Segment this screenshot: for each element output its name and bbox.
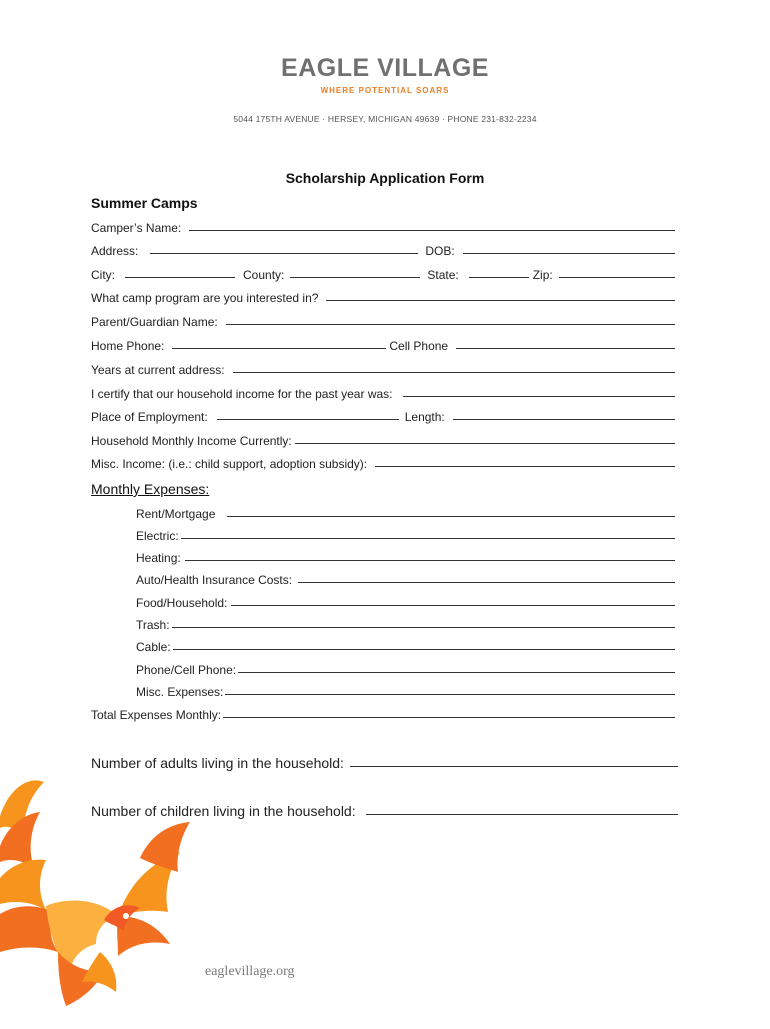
- city-label: City:: [91, 268, 115, 282]
- insurance-field[interactable]: [298, 581, 675, 583]
- footer-url[interactable]: eaglevillage.org: [205, 964, 295, 979]
- employment-row: [91, 410, 675, 424]
- income-certify-label: I certify that our household income for the past year was:: [91, 387, 393, 401]
- address-field[interactable]: [150, 252, 418, 254]
- length-field[interactable]: [453, 418, 675, 420]
- adults-label: Number of adults living in the household:: [91, 755, 344, 771]
- phone-expense-row: [136, 663, 675, 677]
- trash-field[interactable]: [172, 626, 675, 628]
- food-field[interactable]: [231, 604, 675, 606]
- state-label: State:: [427, 268, 459, 282]
- monthly-income-field[interactable]: [295, 442, 675, 444]
- adults-field[interactable]: [350, 765, 678, 767]
- section-title: Summer Camps: [91, 195, 198, 211]
- rent-label: Rent/Mortgage: [136, 507, 216, 521]
- county-field[interactable]: [290, 276, 420, 278]
- guardian-field[interactable]: [226, 323, 675, 325]
- trash-label: Trash:: [136, 618, 170, 632]
- electric-label: Electric:: [136, 529, 179, 543]
- misc-expense-label: Misc. Expenses:: [136, 685, 224, 699]
- income-certify-field[interactable]: [403, 395, 676, 397]
- years-address-label: Years at current address:: [91, 363, 225, 377]
- dob-label: DOB:: [425, 244, 455, 258]
- zip-label: Zip:: [532, 268, 553, 282]
- home-phone-label: Home Phone:: [91, 339, 165, 353]
- cell-phone-field[interactable]: [456, 347, 675, 349]
- misc-expense-row: [136, 685, 675, 699]
- cell-phone-label: Cell Phone: [389, 339, 449, 353]
- food-row: [136, 596, 675, 610]
- children-field[interactable]: [366, 813, 678, 815]
- electric-row: [136, 529, 675, 543]
- employment-label: Place of Employment:: [91, 410, 208, 424]
- form-title: Scholarship Application Form: [285, 170, 485, 186]
- years-address-row: [91, 363, 675, 377]
- trash-row: [136, 618, 675, 632]
- brand-logo-text: EAGLE VILLAGE: [281, 54, 489, 82]
- monthly-expenses-title: Monthly Expenses:: [91, 481, 210, 497]
- rent-field[interactable]: [227, 515, 675, 517]
- cable-row: [136, 640, 675, 654]
- rent-row: [136, 507, 675, 521]
- zip-field[interactable]: [559, 276, 675, 278]
- insurance-label: Auto/Health Insurance Costs:: [136, 573, 293, 587]
- dob-field[interactable]: [463, 252, 675, 254]
- camp-program-field[interactable]: [326, 299, 675, 301]
- misc-income-label: Misc. Income: (i.e.: child support, adoption subsidy):: [91, 457, 368, 471]
- campers-name-row: [91, 221, 675, 235]
- camp-program-label: What camp program are you interested in?: [91, 291, 319, 305]
- misc-income-row: [91, 457, 675, 471]
- total-expenses-label: Total Expenses Monthly:: [91, 708, 222, 722]
- years-address-field[interactable]: [233, 371, 675, 373]
- monthly-income-row: [91, 434, 675, 448]
- misc-expense-field[interactable]: [225, 693, 675, 695]
- employment-field[interactable]: [217, 418, 399, 420]
- total-expenses-row: [91, 708, 675, 722]
- city-field[interactable]: [125, 276, 235, 278]
- county-label: County:: [243, 268, 285, 282]
- cable-field[interactable]: [173, 648, 675, 650]
- food-label: Food/Household:: [136, 596, 228, 610]
- address-label: Address:: [91, 244, 139, 258]
- guardian-row: [91, 315, 675, 329]
- adults-row: [91, 755, 678, 771]
- income-certify-row: [91, 387, 675, 401]
- children-label: Number of children living in the household:: [91, 803, 356, 819]
- phone-expense-field[interactable]: [238, 671, 675, 673]
- city-row: [91, 268, 675, 282]
- campers-name-field[interactable]: [189, 229, 675, 231]
- misc-income-field[interactable]: [375, 465, 675, 467]
- length-label: Length:: [404, 410, 445, 424]
- phone-expense-label: Phone/Cell Phone:: [136, 663, 237, 677]
- eagle-logo-icon: [0, 776, 215, 1029]
- campers-name-label: Camper’s Name:: [91, 221, 182, 235]
- home-phone-field[interactable]: [172, 347, 386, 349]
- brand-tagline: WHERE POTENTIAL SOARS: [320, 86, 450, 95]
- heating-field[interactable]: [185, 559, 675, 561]
- state-field[interactable]: [469, 276, 529, 278]
- monthly-income-label: Household Monthly Income Currently:: [91, 434, 292, 448]
- cable-label: Cable:: [136, 640, 171, 654]
- address-row: [91, 244, 675, 258]
- heating-row: [136, 551, 675, 565]
- camp-program-row: [91, 291, 675, 305]
- insurance-row: [136, 573, 675, 587]
- brand-address: 5044 175TH AVENUE · HERSEY, MICHIGAN 49639 · PHONE 231-832-2234: [233, 114, 537, 124]
- electric-field[interactable]: [181, 537, 675, 539]
- heating-label: Heating:: [136, 551, 181, 565]
- total-expenses-field[interactable]: [223, 716, 675, 718]
- phone-row: [91, 339, 675, 353]
- guardian-label: Parent/Guardian Name:: [91, 315, 218, 329]
